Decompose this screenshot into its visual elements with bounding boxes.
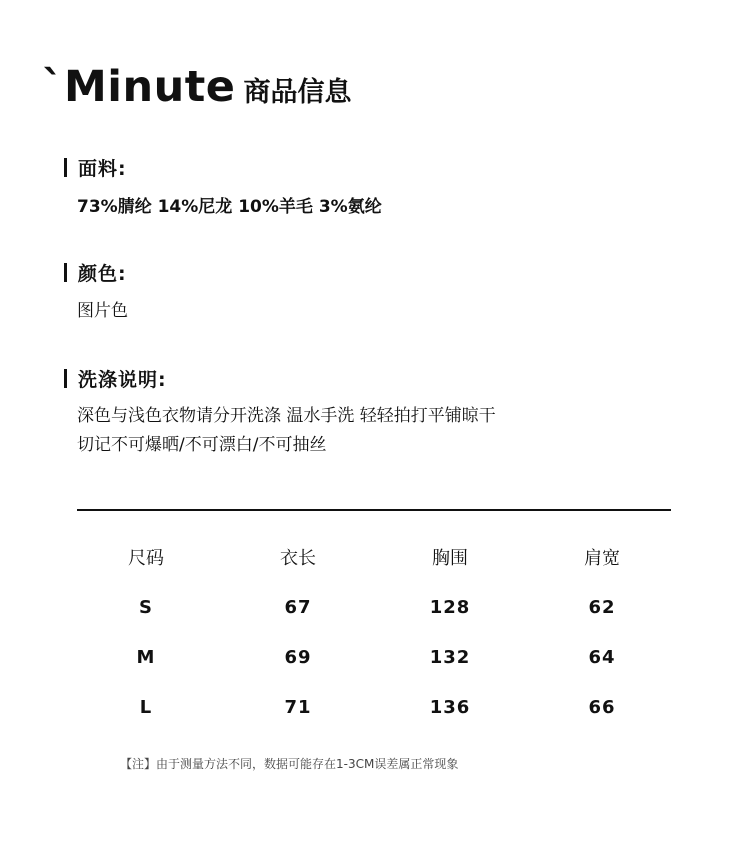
table-row	[70, 682, 678, 732]
header-chest: 胸围	[432, 548, 468, 569]
heading-bar	[64, 263, 67, 282]
page-title: 商品信息	[243, 77, 352, 108]
cell-chest: 128	[429, 596, 471, 618]
washing-line-2: 切记不可爆晒/不可漂白/不可抽丝	[77, 435, 327, 455]
color-heading-label: 颜色:	[78, 263, 127, 285]
table-row	[70, 632, 678, 682]
color-heading	[64, 259, 127, 286]
color-content: 图片色	[77, 301, 128, 321]
cell-size: L	[139, 696, 153, 718]
cell-length: 67	[284, 596, 312, 618]
cell-shoulder: 64	[588, 646, 616, 668]
cell-chest: 136	[429, 696, 471, 718]
fabric-heading	[64, 154, 127, 181]
washing-line-1: 深色与浅色衣物请分开洗涤 温水手洗 轻轻拍打平铺晾干	[77, 406, 496, 426]
table-divider	[77, 509, 671, 511]
cell-length: 71	[284, 696, 312, 718]
fabric-content: 73%腈纶 14%尼龙 10%羊毛 3%氨纶	[77, 197, 382, 217]
size-table	[70, 532, 678, 732]
washing-instructions	[77, 402, 496, 460]
cell-size: M	[136, 646, 156, 668]
cell-shoulder: 62	[588, 596, 616, 618]
cell-chest: 132	[429, 646, 471, 668]
table-row	[70, 582, 678, 632]
cell-size: S	[139, 596, 153, 618]
fabric-heading-label: 面料:	[78, 158, 127, 180]
heading-bar	[64, 158, 67, 177]
washing-heading-label: 洗涤说明:	[78, 369, 167, 391]
brand-logo: `Minute	[42, 62, 236, 112]
cell-shoulder: 66	[588, 696, 616, 718]
cell-length: 69	[284, 646, 312, 668]
header-size: 尺码	[128, 548, 164, 569]
heading-bar	[64, 369, 67, 388]
washing-heading	[64, 365, 167, 392]
header-shoulder: 肩宽	[584, 548, 620, 569]
measurement-note: 【注】由于测量方法不同，数据可能存在1-3CM误差属正常现象	[120, 757, 459, 771]
page-header	[42, 62, 351, 112]
table-header-row	[70, 532, 678, 582]
header-length: 衣长	[280, 548, 316, 569]
